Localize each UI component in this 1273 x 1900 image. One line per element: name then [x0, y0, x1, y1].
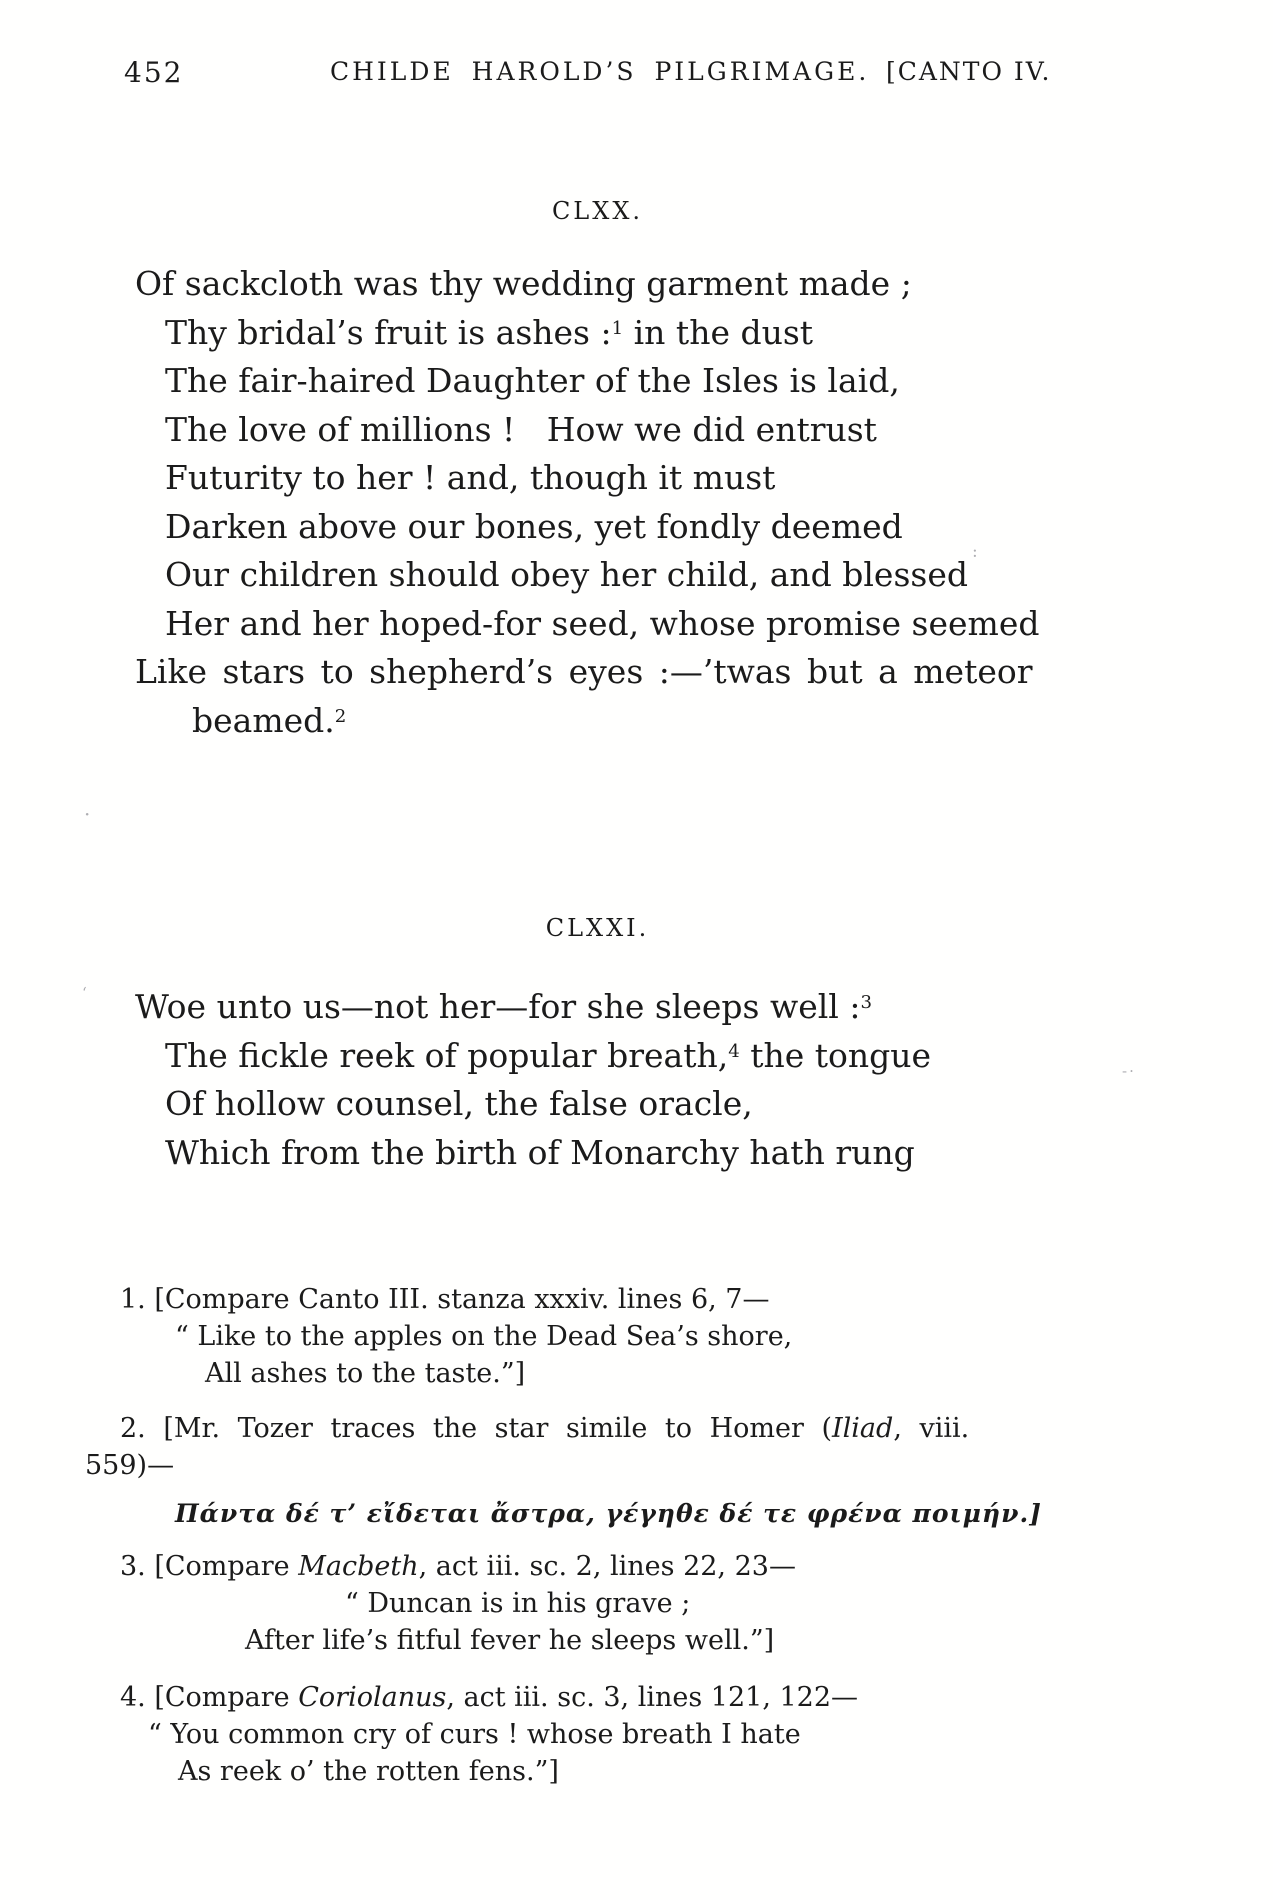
- poem-line: [135, 1032, 1060, 1081]
- poem-line: [135, 260, 1060, 309]
- footnote-1: [120, 1281, 1085, 1392]
- poem-line: [135, 1080, 1060, 1129]
- work-title-italic: Coriolanus: [298, 1682, 447, 1713]
- poem-line-text: Our children should obey her child, and blessed: [165, 555, 968, 594]
- footnote-text: , viii.: [893, 1413, 970, 1444]
- scan-speck: ·: [84, 802, 91, 826]
- greek-text: Πάντα δέ τ’ εἴδεται ἄστρα, γέγηθε δέ τε φρένα ποιμήν.]: [175, 1499, 1042, 1528]
- footnotes-block: [85, 1281, 1085, 1790]
- footnote-text: “ You common cry of curs ! whose breath I hate: [148, 1719, 801, 1750]
- footnote-text: After life’s fitful fever he sleeps well.”]: [245, 1625, 775, 1656]
- footnote-2: [85, 1410, 1085, 1534]
- footnote-text: , act iii. sc. 3, lines 121, 122—: [446, 1682, 859, 1713]
- footnote-text: 2. [Mr. Tozer traces the star simile to Homer (: [120, 1413, 832, 1444]
- poem-line: [135, 454, 1060, 503]
- page-number: 452: [124, 56, 184, 89]
- footnote-quote-line: [148, 1716, 1085, 1753]
- stanza-clxxi: [135, 913, 1060, 1177]
- footnote-line: [120, 1679, 1085, 1716]
- stanza-heading: CLXXI.: [545, 914, 650, 942]
- poem-line: [135, 503, 1060, 552]
- scan-speck: -·: [1122, 1062, 1136, 1080]
- footnote-quote-line: [345, 1585, 1085, 1622]
- page-header: [0, 54, 1273, 94]
- stanza-clxx: [135, 196, 1060, 745]
- footnote-text: All ashes to the taste.”]: [205, 1358, 526, 1389]
- footnote-text: 4. [Compare: [120, 1682, 299, 1713]
- footnote-quote-line: [175, 1318, 1085, 1355]
- poem-line: [135, 697, 1060, 746]
- work-title-italic: Macbeth: [298, 1551, 419, 1582]
- footnote-quote-line: [245, 1622, 1085, 1659]
- scan-speck: ʻ: [82, 984, 87, 1002]
- poem-line-text: Of hollow counsel, the false oracle,: [165, 1084, 753, 1123]
- footnote-line: [85, 1447, 1085, 1484]
- footnote-ref: 4: [728, 1040, 740, 1062]
- poem-line: [135, 309, 1060, 358]
- footnote-text: “ Like to the apples on the Dead Sea’s shore,: [175, 1321, 793, 1352]
- footnote-ref: 3: [860, 992, 872, 1014]
- footnote-line: [120, 1281, 1085, 1318]
- poem-line-text: The fickle reek of popular breath,: [165, 1035, 729, 1075]
- poem-line: [135, 600, 1060, 649]
- footnote-line: [120, 1410, 1085, 1447]
- footnote-text: 559)—: [85, 1450, 175, 1481]
- poem-line-text: the tongue: [739, 1035, 932, 1075]
- stanza-heading: CLXX.: [551, 197, 644, 225]
- poem-line: [135, 1129, 1060, 1178]
- footnote-3: [120, 1548, 1085, 1659]
- work-title-italic: Iliad: [832, 1413, 894, 1444]
- poem-line-text: Thy bridal’s fruit is ashes :: [165, 312, 612, 352]
- footnote-text: As reek o’ the rotten fens.”]: [178, 1756, 559, 1787]
- poem-line-text: in the dust: [623, 312, 814, 352]
- poem-line: [135, 648, 1060, 697]
- running-title: CHILDE HAROLD’S PILGRIMAGE.: [330, 57, 870, 86]
- footnote-text: 1. [Compare Canto III. stanza xxxiv. lines 6, 7—: [120, 1284, 770, 1315]
- poem-line-text: Which from the birth of Monarchy hath rung: [165, 1132, 915, 1172]
- footnote-4: [120, 1679, 1085, 1790]
- footnote-text: , act iii. sc. 2, lines 22, 23—: [418, 1551, 796, 1582]
- footnote-text: 3. [Compare: [120, 1551, 299, 1582]
- footnote-quote-line: [178, 1753, 1085, 1790]
- poem-line: [135, 983, 1060, 1032]
- poem-line-text: Of sackcloth was thy wedding garment made ;: [135, 264, 912, 303]
- poem-clxx: [135, 260, 1060, 745]
- canto-label: [CANTO IV.: [886, 57, 1052, 86]
- poem-line-text: The love of millions ! How we did entrust: [165, 409, 877, 449]
- footnote-ref: 2: [334, 705, 347, 727]
- poem-clxxi: [135, 983, 1060, 1177]
- poem-line: [135, 406, 1060, 455]
- poem-line-text: Darken above our bones, yet fondly deemed: [165, 506, 903, 546]
- poem-line: [135, 551, 1060, 600]
- poem-line-text: Futurity to her ! and, though it must: [165, 458, 776, 497]
- poem-line-text: beamed.: [192, 700, 335, 740]
- footnote-line: [120, 1548, 1085, 1585]
- poem-line: [135, 357, 1060, 406]
- poem-line-text: Like stars to shepherd’s eyes :—’twas but a meteor: [135, 652, 1033, 691]
- greek-quote-line: [175, 1494, 1085, 1534]
- scan-speck: :: [972, 542, 978, 562]
- poem-line-text: Woe unto us—not her—for she sleeps well :: [135, 987, 861, 1026]
- footnote-text: “ Duncan is in his grave ;: [345, 1588, 691, 1619]
- poem-line-text: Her and her hoped-for seed, whose promise seemed: [165, 603, 1040, 643]
- footnote-ref: 1: [611, 317, 624, 339]
- footnote-quote-line: [205, 1355, 1085, 1392]
- poem-line-text: The fair-haired Daughter of the Isles is laid,: [165, 361, 900, 400]
